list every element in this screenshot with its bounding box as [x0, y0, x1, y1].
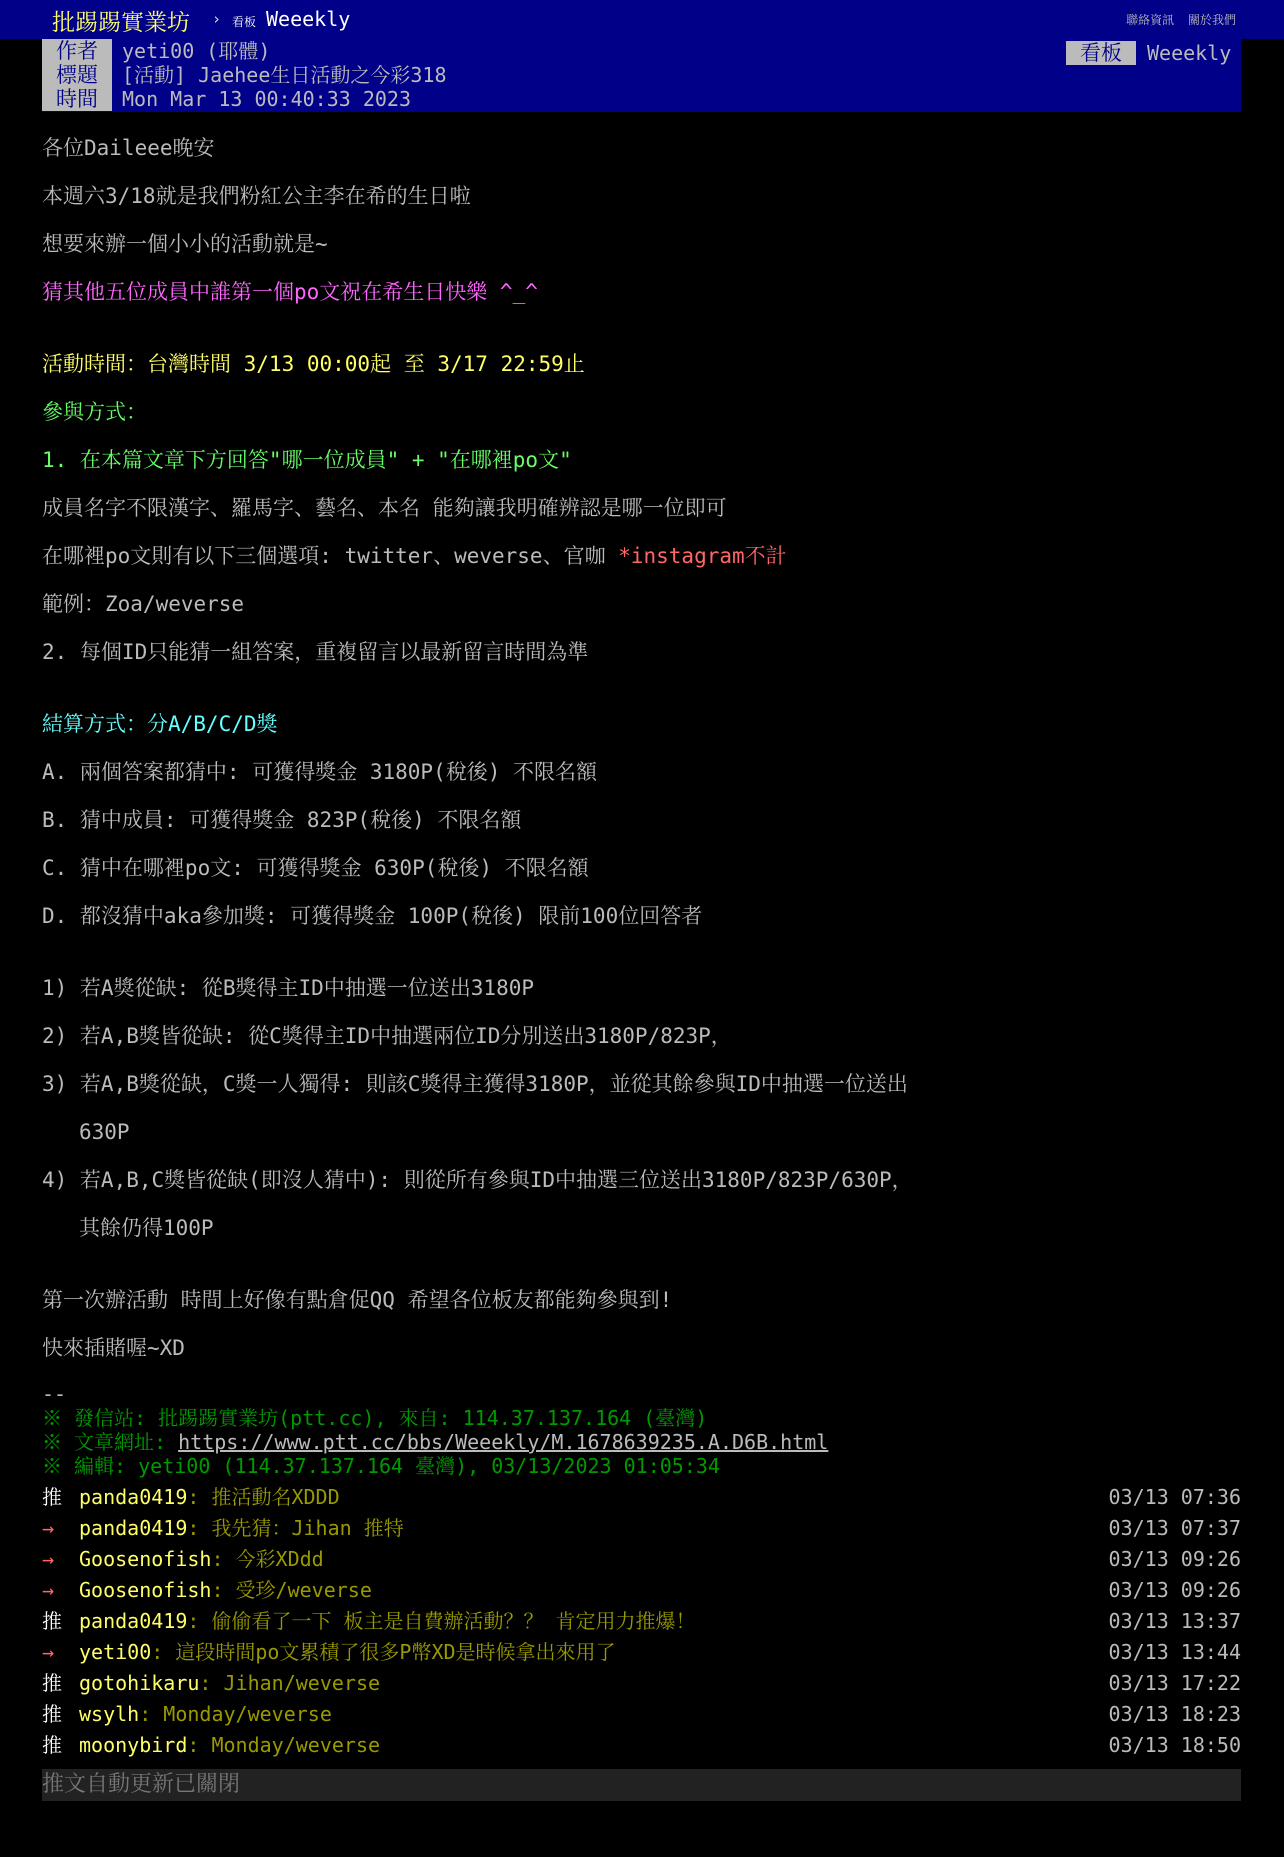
- body-line: 其餘仍得100P: [79, 1216, 214, 1240]
- article-url-link[interactable]: https://www.ptt.cc/bbs/Weeekly/M.1678639235.A.D6B.html: [178, 1430, 829, 1454]
- sent-from-line: ※ 發信站: 批踢踢實業坊(ptt.cc), 來自: 114.37.137.164 (臺灣): [42, 1406, 708, 1430]
- body-line: 2) 若A,B獎皆從缺: 從C獎得主ID中抽選兩位ID分別送出3180P/823P，: [42, 1024, 732, 1048]
- push-content: : 我先猜：Jihan 推特: [187, 1516, 404, 1540]
- push-tag: →: [42, 1578, 55, 1602]
- body-line: B. 猜中成員: 可獲得獎金 823P(稅後) 不限名額: [42, 808, 522, 832]
- top-navbar: [0, 0, 1284, 39]
- body-line: C. 猜中在哪裡po文: 可獲得獎金 630P(稅後) 不限名額: [42, 856, 589, 880]
- push-tag: 推: [42, 1485, 62, 1509]
- push-tag: 推: [42, 1702, 62, 1726]
- body-line: A. 兩個答案都猜中: 可獲得獎金 3180P(稅後) 不限名額: [42, 760, 598, 784]
- body-text: 在哪裡po文則有以下三個選項: twitter、weverse、官咖: [42, 544, 619, 568]
- push-time: 03/13 13:37: [1108, 1609, 1241, 1633]
- about-link[interactable]: 關於我們: [1187, 13, 1236, 27]
- push-user: panda0419: [79, 1609, 188, 1633]
- push-row: [42, 1730, 1241, 1761]
- article-metadata: [42, 39, 1241, 112]
- push-time: 03/13 07:37: [1108, 1516, 1241, 1540]
- push-user: Goosenofish: [79, 1547, 212, 1571]
- push-user: gotohikaru: [79, 1671, 200, 1695]
- signature-dashes: --: [42, 1382, 67, 1406]
- push-time: 03/13 18:23: [1108, 1702, 1241, 1726]
- title-value: [活動] Jaehee生日活動之今彩318: [122, 63, 447, 87]
- push-time: 03/13 18:50: [1108, 1733, 1241, 1757]
- author-value: yeti00 (耶體): [122, 39, 271, 63]
- push-row: [42, 1513, 1241, 1544]
- time-value: Mon Mar 13 00:40:33 2023: [122, 87, 411, 111]
- body-line: 各位Daileee晚安: [42, 136, 215, 160]
- edited-line: ※ 編輯: yeti00 (114.37.137.164 臺灣), 03/13/2023 01:05:34: [42, 1454, 720, 1478]
- contact-link[interactable]: 聯絡資訊: [1126, 13, 1175, 27]
- body-line: 630P: [79, 1120, 130, 1144]
- push-content: : 偷偷看了一下 板主是自費辦活動？？ 肯定用力推爆！: [187, 1609, 696, 1633]
- body-line: 結算方式：分A/B/C/D獎: [42, 712, 278, 736]
- nav-links: [1116, 11, 1236, 28]
- push-content: : 受珍/weverse: [211, 1578, 372, 1602]
- push-content: : Monday/weverse: [187, 1733, 381, 1757]
- push-time: 03/13 07:36: [1108, 1485, 1241, 1509]
- author-tag: 作者: [42, 39, 112, 63]
- title-tag: 標題: [42, 63, 112, 87]
- push-tag: 推: [42, 1733, 62, 1757]
- body-line: 1) 若A獎從缺: 從B獎得主ID中抽選一位送出3180P: [42, 976, 535, 1000]
- body-line: [42, 536, 1241, 584]
- auto-update-status: 推文自動更新已關閉: [42, 1769, 1241, 1801]
- board-value: Weeekly: [1147, 41, 1232, 65]
- push-row: [42, 1668, 1241, 1699]
- push-content: : 推活動名XDDD: [187, 1485, 340, 1509]
- body-line: 快來插賭喔~XD: [42, 1336, 185, 1360]
- push-content: : 這段時間po文累積了很多P幣XD是時候拿出來用了: [151, 1640, 616, 1664]
- push-row: [42, 1482, 1241, 1513]
- push-content: : Jihan/weverse: [199, 1671, 381, 1695]
- push-time: 03/13 09:26: [1108, 1547, 1241, 1571]
- body-line: 想要來辦一個小小的活動就是~: [42, 232, 328, 256]
- body-line: 第一次辦活動 時間上好像有點倉促QQ 希望各位板友都能夠參與到!: [42, 1288, 673, 1312]
- push-time: 03/13 17:22: [1108, 1671, 1241, 1695]
- push-user: panda0419: [79, 1516, 188, 1540]
- board-name-link[interactable]: Weeekly: [266, 7, 351, 31]
- url-label: ※ 文章網址:: [42, 1430, 179, 1454]
- push-row: [42, 1575, 1241, 1606]
- push-user: moonybird: [79, 1733, 188, 1757]
- body-note: *instagram不計: [618, 544, 787, 568]
- push-time: 03/13 09:26: [1108, 1578, 1241, 1602]
- push-tag: 推: [42, 1609, 62, 1633]
- push-user: wsylh: [79, 1702, 140, 1726]
- push-content: : 今彩XDdd: [211, 1547, 324, 1571]
- push-time: 03/13 13:44: [1108, 1640, 1241, 1664]
- body-line: 4) 若A,B,C獎皆從缺(即沒人猜中): 則從所有參與ID中抽選三位送出3180P/823P/630P，: [42, 1168, 913, 1192]
- push-tag: →: [42, 1640, 55, 1664]
- article-url-line: [42, 1430, 828, 1454]
- push-content: : Monday/weverse: [139, 1702, 332, 1726]
- time-tag: 時間: [42, 87, 112, 111]
- push-row: [42, 1699, 1241, 1730]
- body-line: 1. 在本篇文章下方回答"哪一位成員" + "在哪裡po文": [42, 448, 572, 472]
- push-user: Goosenofish: [79, 1578, 212, 1602]
- breadcrumb-separator: ›: [212, 10, 222, 28]
- body-line: 本週六3/18就是我們粉紅公主李在希的生日啦: [42, 184, 471, 208]
- body-line: 活動時間：台灣時間 3/13 00:00起 至 3/17 22:59止: [42, 352, 585, 376]
- body-line: 參與方式：: [42, 400, 147, 424]
- body-line: D. 都沒猜中aka參加獎: 可獲得獎金 100P(稅後) 限前100位回答者: [42, 904, 703, 928]
- signature-block: [42, 1382, 828, 1478]
- body-line: 範例：Zoa/weverse: [42, 592, 245, 616]
- site-title-link[interactable]: 批踢踢實業坊: [52, 10, 190, 36]
- body-line: 成員名字不限漢字、羅馬字、藝名、本名 能夠讓我明確辨認是哪一位即可: [42, 496, 727, 520]
- board-tag: 看板: [1066, 41, 1136, 65]
- push-row: [42, 1544, 1241, 1575]
- push-row: [42, 1637, 1241, 1668]
- push-row: [42, 1606, 1241, 1637]
- body-line: 3) 若A,B獎從缺，C獎一人獨得: 則該C獎得主獲得3180P，並從其餘參與ID中抽選一位送出: [42, 1072, 908, 1096]
- board-label: 看板: [232, 15, 257, 29]
- body-line: 猜其他五位成員中誰第一個po文祝在希生日快樂 ^_^: [42, 280, 538, 304]
- push-list: [42, 1482, 1241, 1761]
- body-line: 2. 每個ID只能猜一組答案，重複留言以最新留言時間為準: [42, 640, 589, 664]
- push-tag: →: [42, 1547, 55, 1571]
- article-body: [42, 128, 1241, 1376]
- push-tag: →: [42, 1516, 55, 1540]
- push-user: panda0419: [79, 1485, 188, 1509]
- push-tag: 推: [42, 1671, 62, 1695]
- push-user: yeti00: [79, 1640, 152, 1664]
